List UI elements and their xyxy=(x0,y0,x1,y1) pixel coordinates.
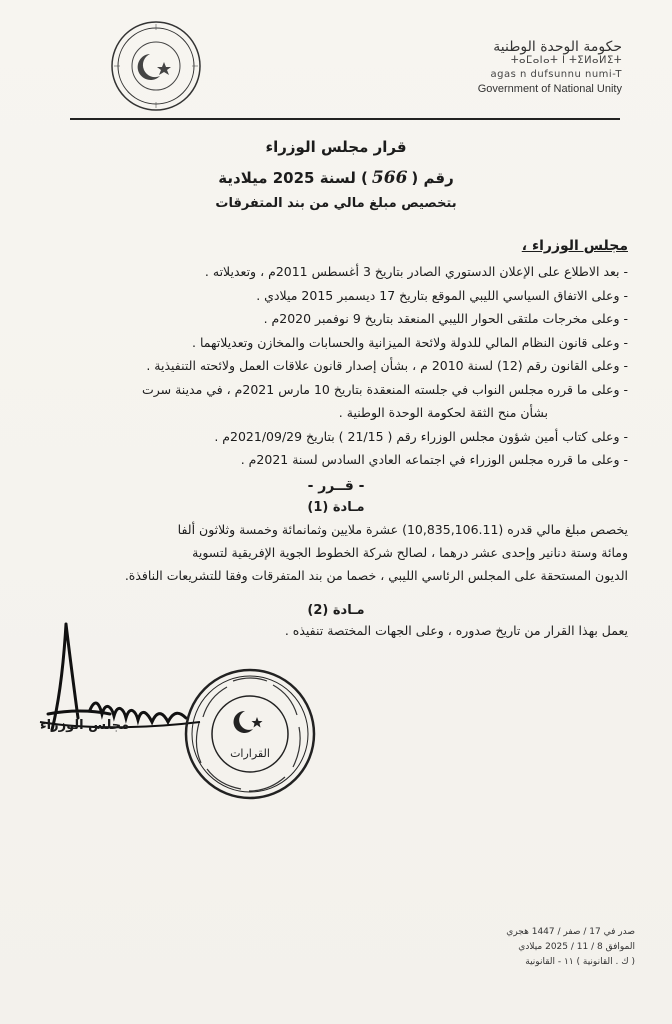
government-name-latin-tifinagh: agas n dufsunnu numi-T xyxy=(490,69,622,80)
preamble-item: - وعلى القانون رقم (12) لسنة 2010 م ، بشأن إصدار قانون علاقات العمل ولائحته التنفيذية . xyxy=(146,358,628,373)
preamble-item: - وعلى الاتفاق السياسي الليبي الموقع بتاريخ 17 ديسمبر 2015 ميلادي . xyxy=(256,287,628,303)
council-heading: مجلس الوزراء ، xyxy=(521,238,628,254)
article-2-title: مـادة (2) xyxy=(307,603,365,618)
article-1-line: ومائة وستة دنانير وإحدى عشر درهما ، لصالح شركة الخطوط الجوية الإفريقية لتسوية xyxy=(192,545,628,560)
preamble-item: - وعلى مخرجات ملتقى الحوار الليبي المنعقد بتاريخ 9 نوفمبر 2020م . xyxy=(263,311,628,326)
article-1-line: الديون المستحقة على المجلس الرئاسي الليبي ، خصما من بند المتفرقات وفقا للتشريعات النافذة. xyxy=(124,568,628,583)
decision-number-line xyxy=(0,168,672,188)
preamble-list xyxy=(38,260,628,472)
header-divider xyxy=(70,118,620,120)
stamp-label: القرارات xyxy=(230,747,270,760)
issue-date-block xyxy=(455,925,635,970)
issue-reference: ( ك . القانونية ) ١١ - القانونية xyxy=(525,957,635,967)
letterhead xyxy=(478,40,622,96)
decision-number-suffix: ) لسنة 2025 ميلادية xyxy=(218,169,368,187)
article-1-body xyxy=(38,518,628,587)
issue-date-gregorian: الموافق 8 / 11 / 2025 ميلادي xyxy=(518,942,635,952)
preamble-item-continuation: بشأن منح الثقة لحكومة الوحدة الوطنية . xyxy=(338,405,548,420)
official-stamp xyxy=(183,667,317,801)
government-name-tifinagh: ⵜⴰⵎⴰⵏⴰⵜ ⵏ ⵜⵉⵍⴰⵍⵉⵜ xyxy=(510,55,622,66)
decision-title: قرار مجلس الوزراء xyxy=(265,138,407,156)
preamble-item: - وعلى كتاب أمين شؤون مجلس الوزراء رقم ( 21/15 ) بتاريخ 2021/09/29م . xyxy=(214,428,628,444)
government-name-arabic: حكومة الوحدة الوطنية xyxy=(493,39,622,55)
article-2-body: يعمل بهذا القرار من تاريخ صدوره ، وعلى الجهات المختصة تنفيذه . xyxy=(284,623,628,638)
preamble-item: - وعلى قانون النظام المالي للدولة ولائحة الميزانية والحسابات والمخازن وتعديلاتهما . xyxy=(192,334,628,350)
preamble-item: - وعلى ما قرره مجلس النواب في جلسته المنعقدة بتاريخ 10 مارس 2021م ، في مدينة سرت xyxy=(141,381,628,397)
decision-heading: - قــرر - xyxy=(307,478,365,494)
decision-number-prefix: رقم ( xyxy=(411,169,454,187)
government-emblem-icon xyxy=(110,20,202,112)
preamble-item: - وعلى ما قرره مجلس الوزراء في اجتماعه العادي السادس لسنة 2021م . xyxy=(240,452,628,467)
signature-caption: مجلس الوزراء xyxy=(40,718,130,733)
issue-date-hijri: صدر في 17 / صفر / 1447 هجري xyxy=(506,927,635,937)
government-name-english: Government of National Unity xyxy=(477,83,622,95)
decision-number: 566 xyxy=(371,168,408,188)
article-1-line: يخصص مبلغ مالي قدره (10,835,106.11) عشرة ملايين وثمانمائة وخمسة وثلاثون ألفا xyxy=(177,522,628,537)
decision-subject: بتخصيص مبلغ مالي من بند المتفرقات xyxy=(215,196,457,211)
article-1-title: مـادة (1) xyxy=(307,500,365,515)
preamble-item: - بعد الاطلاع على الإعلان الدستوري الصادر بتاريخ 3 أغسطس 2011م ، وتعديلاته . xyxy=(204,264,628,279)
